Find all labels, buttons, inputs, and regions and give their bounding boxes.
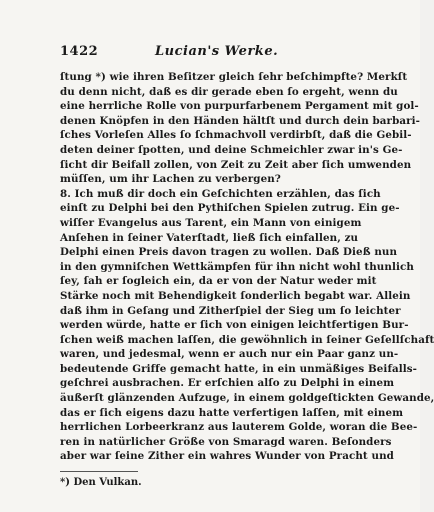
text-line: Delphi einen Preis davon tragen zu wollen. Daß Dieß nun [60,246,398,259]
text-line: das er ſich eigens dazu hatte verfertigen laſſen, mit einem [60,406,404,419]
text-line: du denn nicht, daß es dir gerade eben ſo ergeht, wenn du [60,85,398,98]
text-line: ſtung *) wie ihren Beſitzer gleich ſehr beſchimpfte? Merkſt [60,71,408,83]
text-line: werden würde, hatte er ſich von einigen leichtfertigen Bur- [60,319,409,332]
text-line: ren in natürlicher Größe von Smaragd waren. Beſonders [60,435,392,448]
text-line: eine herrliche Rolle von purpurfarbenem Pergament mit gol- [60,100,419,113]
text-line: ſey, ſah er ſogleich ein, da er von der Natur weder mit [60,275,377,288]
text-line: in den gymniſchen Wettkämpfen für ihn nicht wohl thunlich [60,260,414,273]
text-line: deten deiner ſpotten, und deine Schmeichler zwar in's Ge- [60,143,403,156]
text-line: wiſſer Evangelus aus Tarent, ein Mann von einigem [60,216,362,229]
text-line: Stärke noch mit Behendigkeit ſonderlich begabt war. Allein [60,289,411,302]
text-line: 8. Ich muß dir doch ein Geſchichten erzählen, das ſich [60,187,381,200]
running-title: Lucian's Werke. [155,44,279,59]
text-line: denen Knöpfen in den Händen hältſt und durch dein barbari- [60,114,421,127]
text-line: bedeutende Griffe gemacht hatte, in ein unmäßiges Beifalls- [60,362,418,375]
text-line: Anſehen in ſeiner Vaterſtadt, ließ ſich einfallen, zu [60,231,359,244]
text-line: daß ihm in Geſang und Zitherſpiel der Sieg um ſo leichter [60,304,401,317]
text-line: ſchen weiß machen laſſen, die gewöhnlich in ſeiner Geſellſchaft [60,333,434,346]
text-line: äußerſt glänzenden Aufzuge, in einem goldgeſtickten Gewande, [60,392,434,405]
text-line: aber war ſeine Zither ein wahres Wunder von Pracht und [60,450,394,463]
text-line: ſicht dir Beifall zollen, von Zeit zu Zeit aber ſich umwenden [60,158,412,171]
text-line: müſſen, um ihr Lachen zu verbergen? [60,173,281,186]
body-text [60,70,434,464]
text-line: einſt zu Delphi bei den Pythiſchen Spielen zutrug. Ein ge- [60,202,400,215]
text-line: waren, und jedesmal, wenn er auch nur ein Paar ganz un- [60,348,399,361]
page-number: 1422 [60,44,99,59]
page-header [60,44,360,62]
text-line: ſches Vorleſen Alles ſo ſchmachvoll verdirbſt, daß die Gebil- [60,129,412,142]
text-line: geſchrei ausbrachen. Er erſchien alſo zu Delphi in einem [60,377,395,390]
footnote: *) Den Vulkan. [60,477,142,488]
footnote-divider [60,471,138,472]
text-line: herrlichen Lorbeerkranz aus lauterem Golde, woran die Bee- [60,421,418,434]
